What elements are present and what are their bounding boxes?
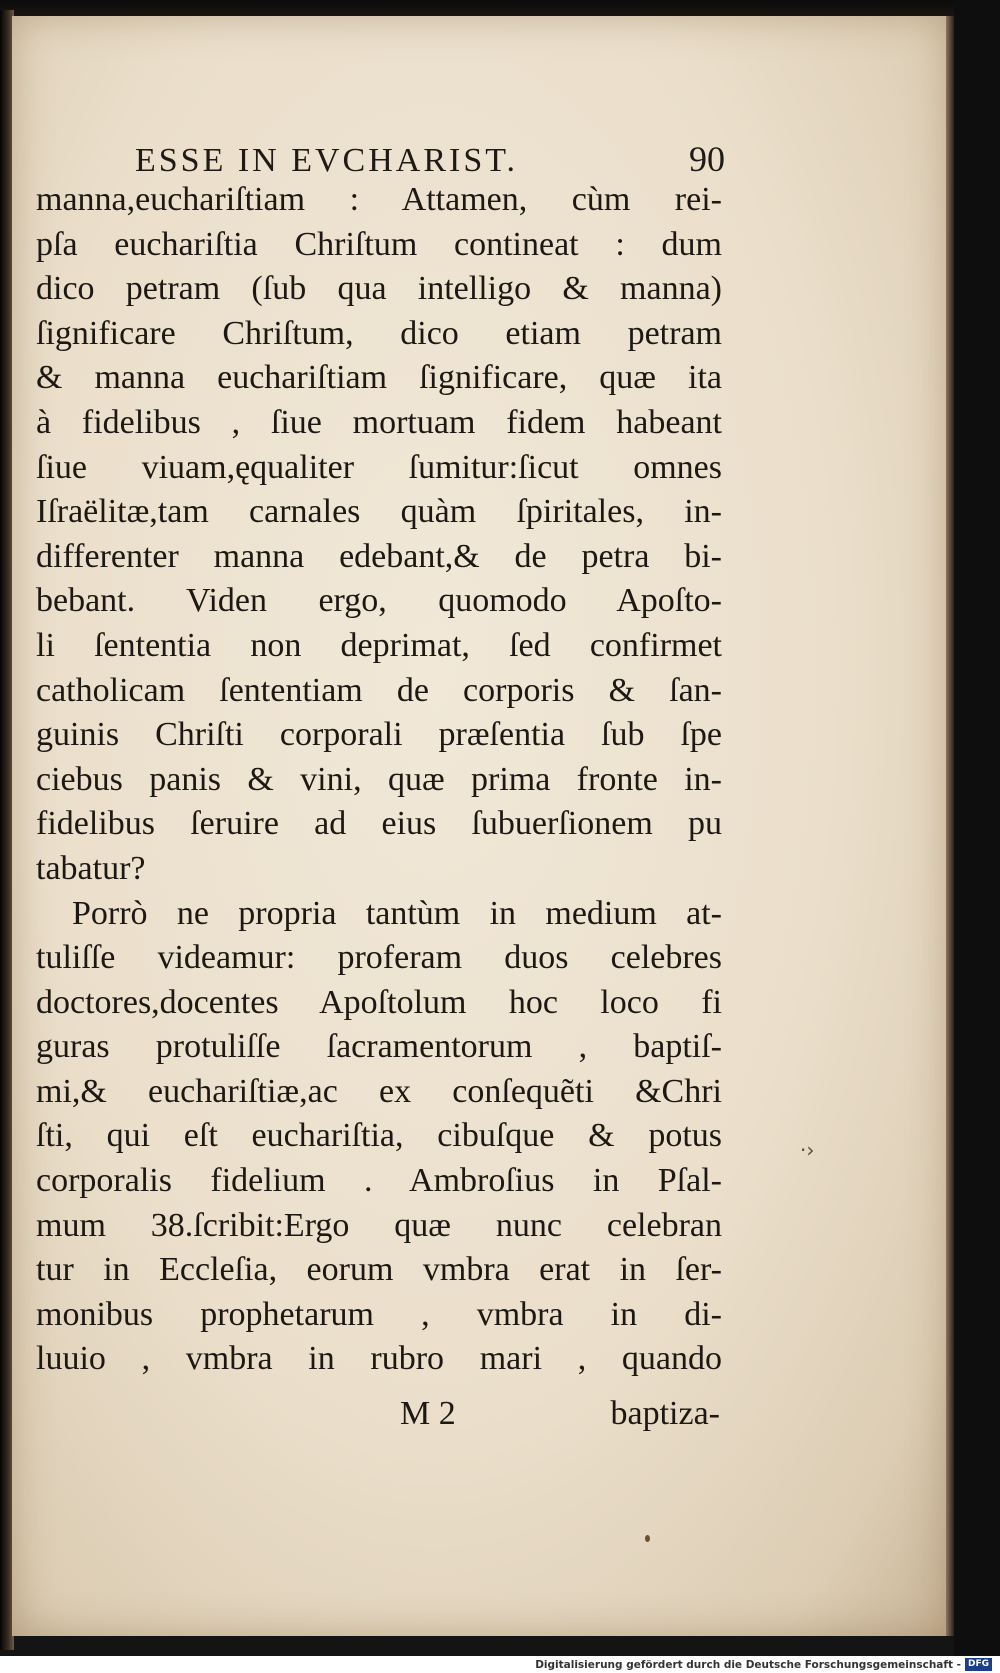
text-line: corporalis fidelium . Ambroſius in Pſal- [36, 1162, 722, 1200]
text-line: & manna euchariſtiam ſignificare, quæ ita [36, 359, 722, 397]
text-line: mi,& euchariſtiæ,ac ex conſequẽti &Chri [36, 1072, 722, 1110]
digitization-credit-text: Digitalisierung gefördert durch die Deutsche Forschungsgemeinschaft - [535, 1658, 961, 1671]
text-line: monibus prophetarum , vmbra in di- [36, 1295, 722, 1333]
text-line: pſa euchariſtia Chriſtum contineat : dum [36, 225, 722, 263]
text-line: doctores,docentes Apoſtolum hoc loco fi [36, 983, 722, 1021]
ink-speck [645, 1535, 650, 1542]
text-line: ſignificare Chriſtum, dico etiam petram [36, 314, 722, 352]
dfg-logo: DFG [965, 1658, 992, 1671]
text-line: luuio , vmbra in rubro mari , quando [36, 1340, 722, 1378]
text-line: ſti, qui eſt euchariſtia, cibuſque & potus [36, 1117, 722, 1155]
text-line: tur in Eccleſia, eorum vmbra erat in ſer- [36, 1251, 722, 1289]
page-number: 90 [689, 139, 725, 179]
text-line: à fidelibus , ſiue mortuam fidem habeant [36, 403, 722, 441]
page-footer [400, 1395, 720, 1443]
text-line: dico petram (ſub qua intelligo & manna) [36, 270, 722, 308]
margin-smudge-icon: ·› [800, 1138, 815, 1162]
text-line: guinis Chriſti corporali præſentia ſub ſpe [36, 716, 722, 754]
text-line: li ſententia non deprimat, ſed confirmet [36, 626, 722, 664]
text-line: guras protuliſſe ſacramentorum , baptiſ- [36, 1028, 722, 1066]
running-head: ESSE IN EVCHARIST. [135, 142, 518, 179]
digitization-credit-bar [0, 1656, 1000, 1673]
signature-mark: M 2 [400, 1395, 456, 1432]
body-text [36, 178, 722, 1382]
text-line: manna,euchariſtiam : Attamen, cùm rei- [36, 181, 722, 218]
text-line: ſiue viuam,ęqualiter ſumitur:ſicut omnes [36, 448, 722, 486]
text-line: Iſraëlitæ,tam carnales quàm ſpiritales, in- [36, 493, 722, 531]
text-line: mum 38.ſcribit:Ergo quæ nunc celebran [36, 1206, 722, 1244]
page-edge-shadow [946, 16, 954, 1636]
text-line-paragraph-start: Porrò ne propria tantùm in medium at- [72, 894, 722, 932]
text-line-paragraph-end: tabatur? [36, 849, 146, 887]
text-line: ciebus panis & vini, quæ prima fronte in- [36, 760, 722, 798]
text-line: bebant. Viden ergo, quomodo Apoſto- [36, 582, 722, 620]
text-line: differenter manna edebant,& de petra bi- [36, 537, 722, 575]
scan-right-border [954, 0, 1000, 1673]
text-line: fidelibus ſeruire ad eius ſubuerſionem pu [36, 805, 722, 843]
text-line: catholicam ſententiam de corporis & ſan- [36, 671, 722, 709]
text-line: tuliſſe videamur: proferam duos celebres [36, 939, 722, 977]
catchword: baptiza- [610, 1395, 720, 1432]
